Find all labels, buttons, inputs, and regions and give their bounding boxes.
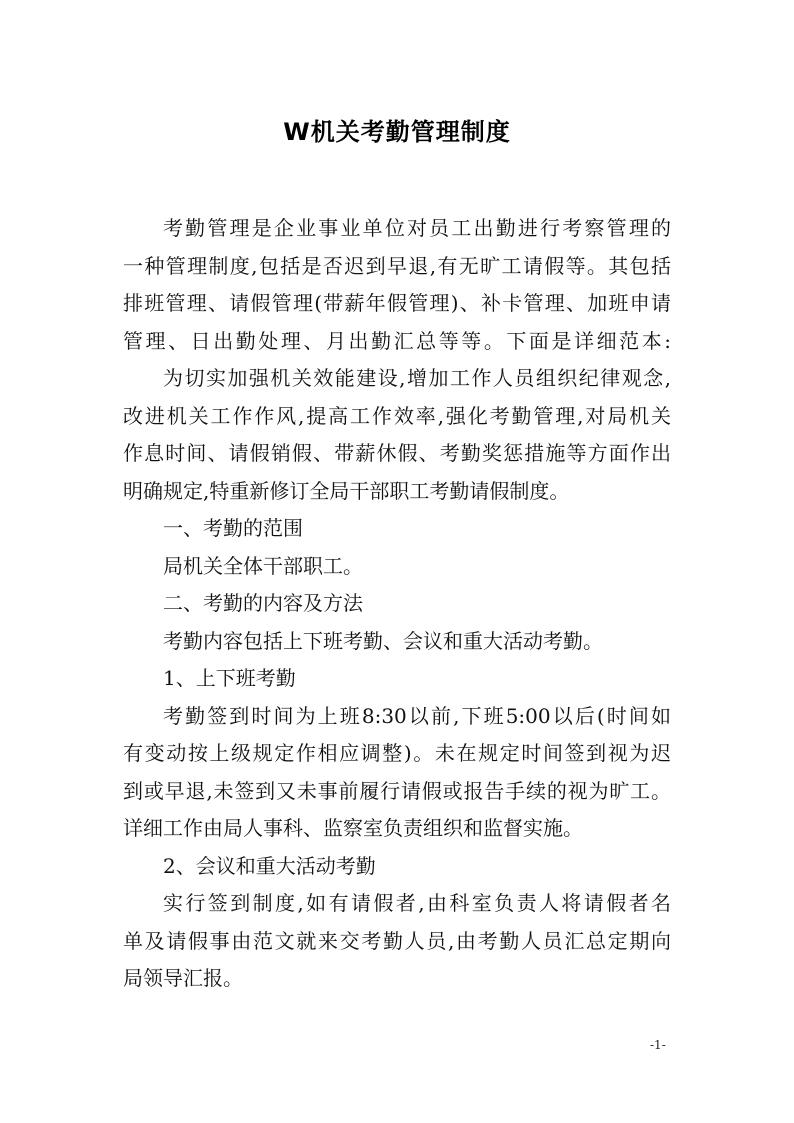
text-line: 局领导汇报。	[123, 966, 243, 990]
text-line: 改进机关工作作风,提高工作效率,强化考勤管理,对局机关	[123, 403, 671, 428]
text-line: 一种管理制度,包括是否迟到早退,有无旷工请假等。其包括	[123, 253, 671, 278]
text-line: 明确规定,特重新修订全局干部职工考勤请假制度。	[123, 478, 570, 503]
section-heading: 一、考勤的范围	[163, 516, 303, 540]
subsection-heading: 1、上下班考勤	[163, 666, 296, 690]
text-line: 考勤内容包括上下班考勤、会议和重大活动考勤。	[163, 628, 603, 653]
document-body	[123, 210, 671, 998]
text-line: 管理、日出勤处理、月出勤汇总等等。下面是详细范本:	[123, 328, 671, 353]
text-line: 考勤签到时间为上班8:30以前,下班5:00以后(时间如	[163, 703, 671, 728]
text-line: 有变动按上级规定作相应调整)。未在规定时间签到视为迟	[123, 741, 671, 765]
document-title: W机关考勤管理制度	[283, 118, 511, 146]
text-line: 详细工作由局人事科、监察室负责组织和监督实施。	[123, 816, 583, 840]
text-line: 为切实加强机关效能建设,增加工作人员组织纪律观念,	[163, 366, 671, 390]
page-number: -1-	[650, 1038, 666, 1052]
text-line: 排班管理、请假管理(带薪年假管理)、补卡管理、加班申请	[123, 291, 671, 315]
text-line: 考勤管理是企业事业单位对员工出勤进行考察管理的	[163, 216, 671, 240]
text-line: 作息时间、请假销假、带薪休假、考勤奖惩措施等方面作出	[123, 441, 671, 465]
text-line: 局机关全体干部职工。	[163, 553, 363, 578]
subsection-heading: 2、会议和重大活动考勤	[163, 853, 376, 878]
text-line: 实行签到制度,如有请假者,由科室负责人将请假者名	[163, 891, 671, 915]
text-line: 到或早退,未签到又未事前履行请假或报告手续的视为旷工。	[123, 778, 671, 803]
text-line: 单及请假事由范文就来交考勤人员,由考勤人员汇总定期向	[123, 928, 671, 953]
section-heading: 二、考勤的内容及方法	[163, 591, 363, 615]
